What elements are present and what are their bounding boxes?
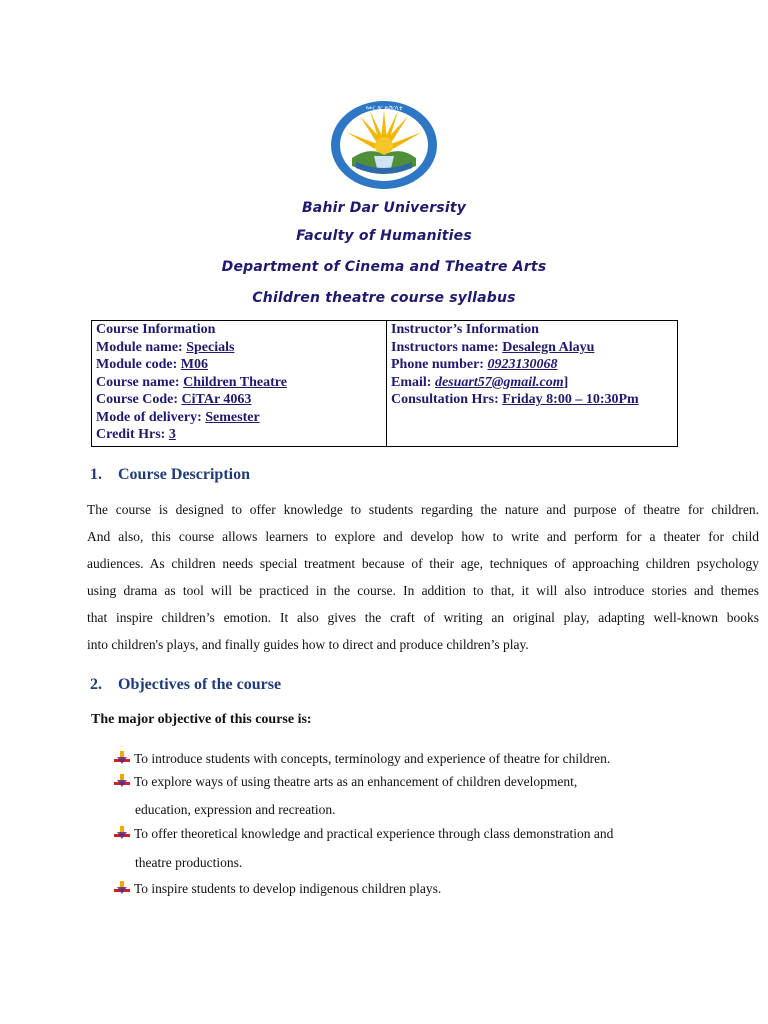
document-title: Children theatre course syllabus	[252, 290, 516, 306]
section-title: Objectives of the course	[118, 676, 282, 693]
delivery-label: Mode of delivery:	[96, 409, 202, 425]
credit-value: 3	[168, 427, 176, 442]
section-course-description-heading	[90, 466, 250, 484]
department-name: Department of Cinema and Theatre Arts	[221, 259, 547, 275]
section-number: 2.	[90, 676, 102, 693]
course-info-cell	[92, 321, 387, 447]
svg-text:ባሕር ዳር ዩኒቨርሲቲ: ባሕር ዳር ዩኒቨርሲቲ	[365, 105, 403, 112]
module-name-value: Specials	[186, 339, 235, 355]
objective-continuation: theatre productions.	[135, 855, 243, 870]
course-name-row	[96, 374, 382, 392]
section-objectives-heading	[90, 676, 281, 694]
course-code-value: CiTAr 4063	[181, 392, 252, 407]
instructor-name-value: Desalegn Alayu	[502, 339, 595, 355]
instructor-name-row	[391, 339, 673, 357]
objective-item	[114, 768, 577, 795]
section-title: Course Description	[118, 466, 250, 483]
phone-row	[391, 356, 673, 374]
objective-item	[114, 820, 613, 847]
credit-label: Credit Hrs:	[96, 427, 166, 442]
module-code-label: Module code:	[96, 357, 178, 372]
email-link[interactable]: desuart57@gmail.com	[434, 374, 564, 390]
module-name-row	[96, 339, 382, 357]
email-suffix: ]	[563, 374, 569, 390]
course-code-row	[96, 391, 382, 409]
objectives-lead: The major objective of this course is:	[91, 712, 312, 727]
module-code-row	[96, 356, 382, 374]
module-name-label: Module name:	[96, 339, 183, 355]
objective-item	[114, 875, 441, 902]
paragraph-line: into children's plays, and finally guides how to direct and produce children’s play.	[87, 637, 529, 652]
paragraph-line: using drama as tool will be practiced in the course. In addition to that, it will also introduce stories and themes	[87, 583, 759, 598]
email-label: Email:	[391, 374, 432, 390]
arrow-bullet-icon	[114, 751, 130, 765]
instructor-info-cell	[387, 321, 678, 447]
course-description-paragraph	[87, 496, 759, 658]
course-code-label: Course Code:	[96, 392, 179, 407]
objective-text: To inspire students to develop indigenous children plays.	[134, 881, 442, 896]
section-number: 1.	[90, 466, 102, 483]
paragraph-line: audiences. As children needs special treatment because of their age, techniques of approaching children psychology	[87, 556, 759, 571]
arrow-bullet-icon	[114, 774, 130, 788]
consultation-label: Consultation Hrs:	[391, 392, 499, 407]
phone-label: Phone number:	[391, 357, 484, 372]
delivery-value: Semester	[205, 409, 260, 425]
course-info-heading: Course Information	[96, 322, 216, 337]
paragraph-line: The course is designed to offer knowledge to students regarding the nature and purpose of theatre for children.	[87, 502, 759, 517]
email-row	[391, 374, 673, 392]
course-name-value: Children Theatre	[183, 374, 287, 390]
paragraph-line: that inspire children’s emotion. It also gives the craft of writing an original play, adapting well-known books	[87, 610, 759, 625]
instructor-info-heading: Instructor’s Information	[391, 322, 539, 337]
course-name-label: Course name:	[96, 374, 180, 390]
consultation-value: Friday 8:00 – 10:30Pm	[502, 392, 639, 407]
university-logo	[330, 100, 438, 190]
objective-text: To offer theoretical knowledge and practical experience through class demonstration and	[134, 826, 614, 841]
consultation-row	[391, 391, 673, 409]
faculty-name: Faculty of Humanities	[296, 228, 472, 244]
module-code-value: M06	[180, 357, 208, 372]
university-name: Bahir Dar University	[301, 200, 467, 216]
objective-text: To introduce students with concepts, terminology and experience of theatre for children.	[134, 751, 611, 766]
arrow-bullet-icon	[114, 826, 130, 840]
arrow-bullet-icon	[114, 881, 130, 895]
course-info-table	[91, 320, 678, 447]
instructor-name-label: Instructors name:	[391, 339, 499, 355]
delivery-row	[96, 409, 382, 427]
phone-value: 0923130068	[487, 357, 558, 372]
paragraph-line: And also, this course allows learners to explore and develop how to write and perform for a theater for child	[87, 529, 759, 544]
objective-continuation: education, expression and recreation.	[135, 802, 336, 817]
objective-text: To explore ways of using theatre arts as an enhancement of children development,	[134, 774, 578, 789]
credit-row	[96, 426, 382, 444]
